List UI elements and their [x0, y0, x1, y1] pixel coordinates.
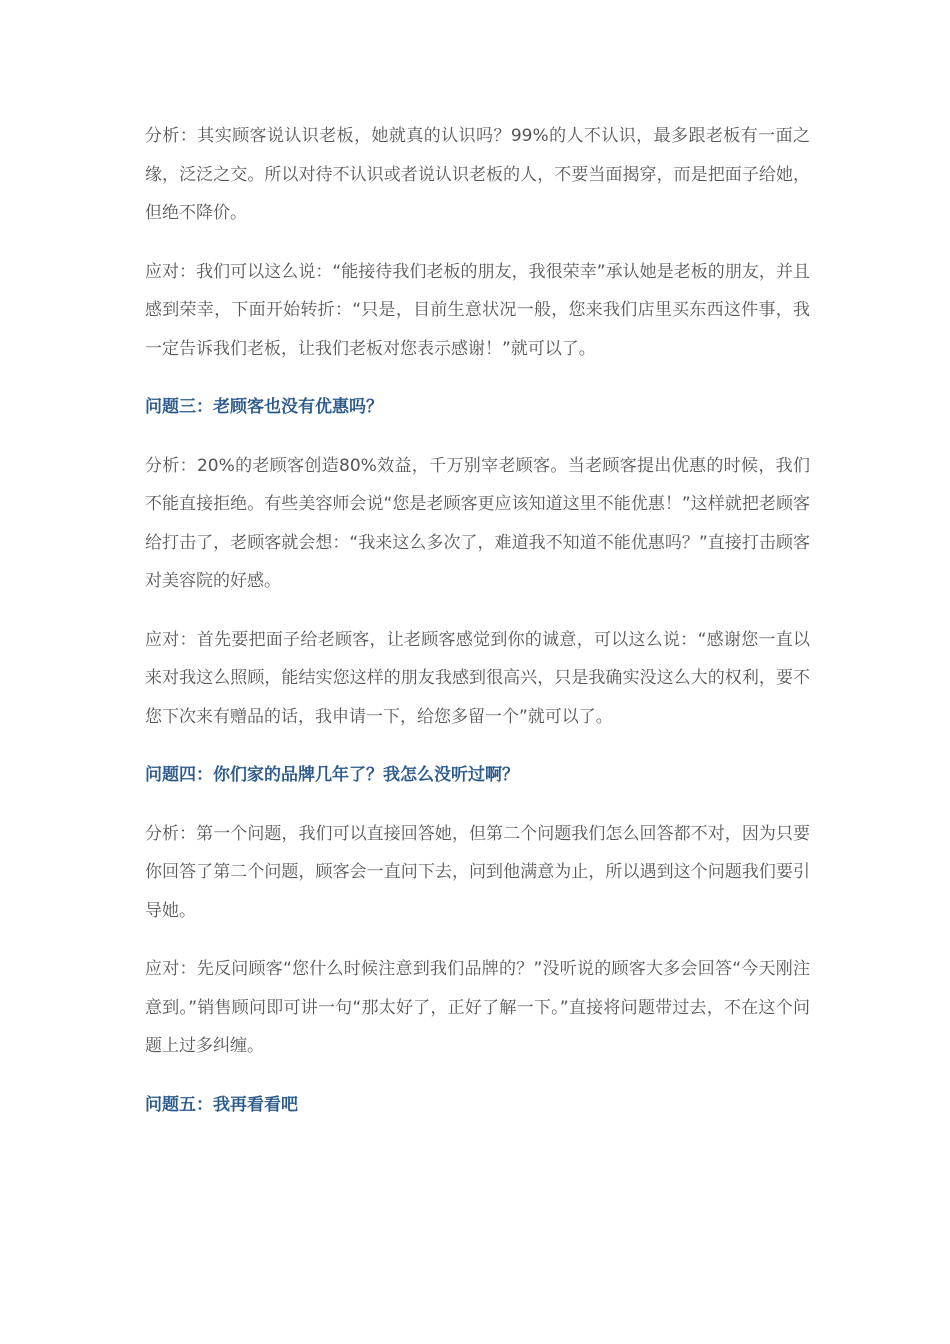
question-3-heading: 问题三：老顾客也没有优惠吗？	[145, 397, 383, 417]
analysis-paragraph-1: 分析：其实顾客说认识老板，她就真的认识吗？99%的人不认识，最多跟老板有一面之缘，泛泛之交。所以对待不认识或者说认识老板的人，不要当面揭穿，而是把面子给她，但绝不降价。	[145, 126, 810, 223]
question-4-heading: 问题四：你们家的品牌几年了？我怎么没听过啊？	[145, 765, 519, 785]
response-paragraph-1: 应对：我们可以这么说：“能接待我们老板的朋友，我很荣幸”承认她是老板的朋友，并且感到荣幸，下面开始转折：“只是，目前生意状况一般，您来我们店里买东西这件事，我一定告诉我们老板，让我们老板对您表示感谢！”就可以了。	[145, 261, 810, 359]
response-paragraph-3: 应对：先反问顾客“您什么时候注意到我们品牌的？”没听说的顾客大多会回答“今天刚注意到。”销售顾问即可讲一句“那太好了，正好了解一下。”直接将问题带过去，不在这个问题上过多纠缠。	[145, 959, 810, 1056]
analysis-paragraph-3: 分析：第一个问题，我们可以直接回答她，但第二个问题我们怎么回答都不对，因为只要你回答了第二个问题，顾客会一直问下去，问到他满意为止，所以遇到这个问题我们要引导她。	[145, 823, 810, 921]
analysis-paragraph-2: 分析：20%的老顾客创造80%效益，千万别宰老顾客。当老顾客提出优惠的时候，我们不能直接拒绝。有些美容师会说“您是老顾客更应该知道这里不能优惠！”这样就把老顾客给打击了，老顾客就会想：“我来这么多次了，难道我不知道不能优惠吗？”直接打击顾客对美容院的好感。	[145, 455, 810, 591]
response-paragraph-2: 应对：首先要把面子给老顾客，让老顾客感觉到你的诚意，可以这么说：“感谢您一直以来对我这么照顾，能结实您这样的朋友我感到很高兴，只是我确实没这么大的权利，要不您下次来有赠品的话，我申请一下，给您多留一个”就可以了。	[145, 629, 810, 727]
question-5-heading: 问题五：我再看看吧	[145, 1094, 298, 1115]
document-body	[145, 117, 810, 1144]
